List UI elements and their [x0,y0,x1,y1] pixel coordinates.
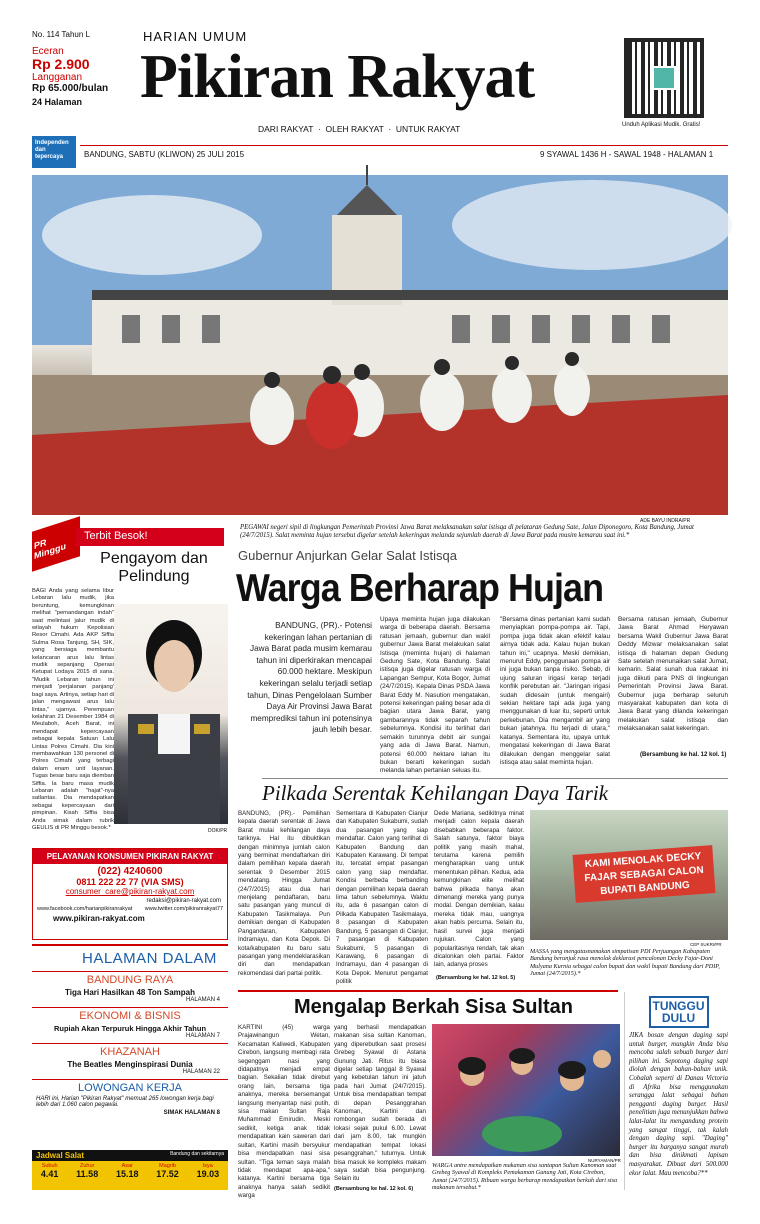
sultan-col1: KARTINI (45) warga Prajawinangun Wetan, Kecamatan Kaliwedi, Kabupaten Cirebon, langsung membagi rata segenggam nasi yang didapatnya menjadi empat bagian. Sekalian tidak direbut orang lain, bersama tiga anaknya, mereka bersemangat langsung menyantap nasi putih, sisa makan Sultan Raja Muhammad Emirudin. Meski sedikit, ketiga anak tidak mendapatkan kain saweran dari sultan, Kartini masih bersyukur bisa mendapatkan nasi sisa sultan. "Tiga teman saya malah tidak mendapat apa-apa," katanya. Kartini bersama tiga anaknya hanya salah sedikit warga [238,1024,330,1200]
prayer-time [41,1163,59,1179]
minggu-photo [114,604,228,824]
section-headline: Tiga Hari Hasilkan 48 Ton Sampah [65,988,195,997]
section-page: HALAMAN 22 [182,1069,220,1075]
prayer-name: Subuh [41,1163,58,1169]
pilkada-title: Pilkada Serentak Kehilangan Daya Tarik [262,778,728,806]
masthead [0,0,760,175]
tunggu-dulu-logo: TUNGGU DULU [649,996,709,1028]
lowongan-page: SIMAK HALAMAN 8 [163,1110,220,1116]
qr-code[interactable] [624,38,704,118]
qr-center-logo [652,66,676,90]
sultan-continued: (Bersambung ke hal. 12 kol. 6) [334,1186,414,1192]
sultan-caption: WARGA antre mendapatkan makanan sisa santapan Sultan Kanoman saat Grebeg Syawal di Kompleks Pemakaman Gunung Jati, Kota Cirebon, Jumat (24/7/2015). Ribuan warga berharap mendapatkan berkah dari sisa makanan tersebut.* [432,1162,618,1192]
minggu-photo-credit: DOK/PR [208,828,228,834]
jadwal-title: Jadwal Salat [36,1151,85,1160]
subscription-label: Langganan [32,72,83,83]
headline-col3: Bersama ratusan jemaah, Gubernur Jawa Barat Ahmad Heryawan bersama Wakil Gubernur Jawa Barat Deddy Mizwar melaksanakan salat istisqa di halaman depan Gedung Sate setelah menunaikan salat Jumat, kemarin. Salat sunah dua rakaat ini juga diikuti para PNS di lingkungan Pemerintah Provinsi Jawa Barat. Gubernur juga berharap seluruh masyarakat kabupaten dan kota di Jawa Barat yang dilanda kekeringan melakukan salat istisqa dan melaksanakan salat kekeringan. [618,616,728,733]
redaksi-email[interactable]: redaksi@pikiran-rakyat.com [146,898,221,904]
protest-banner-text: KAMI MENOLAK DECKY FAJAR SEBAGAI CALON BUPATI BANDUNG [584,850,704,898]
prayer-time [76,1163,98,1179]
headline-title: Warga Berharap Hujan [236,567,604,610]
lowongan-text: HARI ini, Harian "Pikiran Rakyat" memuat 265 lowongan kerja bagi lebih dari 1.060 calon pegawai. [36,1096,214,1108]
halaman-dalam [32,944,228,1148]
section-name: BANDUNG RAYA [32,971,228,986]
section-name: KHAZANAH [32,1043,228,1058]
minggu-tag [32,516,80,572]
minggu-box [32,524,228,844]
officer-portrait [114,604,228,824]
headline-lead: BANDUNG, (PR).- Potensi kekeringan lahan pertanian di Jawa Barat pada musim kemarau tahun ini diperkirakan mencapai 60.000 hektare. Meskipun kekeringan selalu terjadi setiap tahun, Dinas Pengelolaan Sumber Daya Air Provinsi Jawa Barat memprediksi tahun ini potensinya jauh lebih besar. [247,621,372,735]
facebook-link[interactable]: www.facebook.com/harianpikiranrakyat [37,906,133,912]
minggu-body: BAGI Anda yang selama libur Lebaran lalu mudik, jika beruntung, kemungkinan melihat "pemandangan indah" saat melintasi jalur mudik di wilayah hukum Kepolisian Resor Cimahi. Ada AKP Siffia Sulma Rosa Tanjung, SH, SIK, yang bersiaga membantu kelancaran arus lalu lintas mudik sepanjang Operasi Ketupat Lodaya 2015 di sana. "Mudik Lebaran tahun ini menjadi 'perjalanan panjang' bagi saya. Artinya, setiap hari di jalan mengawasi arus lalu lintas," ujarnya. Perempuan kelahiran 21 Desember 1984 di Meulaboh, Aceh Barat, ini mendapat kepercayaan sebagai kepala Satuan Lalu Lintas Polres Cimahi. Dia kini membawahkan 130 personel di Polres Cimahi yang terbagi dalam enam unit layanan. Tugas besar baru saja diemban Siffia. Ia baru masa mudik Lebaran adalah "hajat"-nya satlantas. Dia mendapatkan sebagai kepercayaan dari pimpinan. Kisah Siffia bisa Anda simak dalam rubrik GEULIS di PR Minggu besok.* [32,588,114,831]
retail-price: Rp 2.900 [32,56,90,72]
qr-caption: Unduh Aplikasi Mudik. Gratis! [622,122,701,128]
pilkada-col1: BANDUNG, (PR).- Pemilihan kepala daerah serentak di Jawa Barat mulai kehilangan daya tariknya. Hal itu dibuktikan dengan minimnya jumlah calon yang berminat mendaftarkan diri dalam pemilihan kepala daerah serentak 9 Desember 2015 mendatang. Hingga Jumat (24/7/2015) atau dua hari menjelang pendaftaran, baru satu pasangan yang muncul di Kabupaten Tasikmalaya. Pun demikian dengan di Kabupaten Pangandaran, Kabupaten Indramayu, dan Kota Depok. Di kota/kabupaten itu baru satu pasangan yang mendeklarasikan diri dan mendapatkan rekomendasi dari partai politik. [238,810,330,977]
prayer-name: Asar [121,1163,133,1169]
headline-continued: (Bersambung ke hal. 12 kol. 1) [640,752,727,758]
sultan-col2: yang berhasil mendapatkan makanan sisa sultan Kanoman, yang diperebutkan saat prosesi Grebeg Syawal di Astana Gunung Jati. Ritus itu biasa digelar setiap tanggal 8 Syawal yang kebetulan tahun ini jatuh pada hari Jumat (24/7/2015). Untuk bisa mendapatkan tempat di depan Pesanggrahan Kanoman, Kartini dan rombongan sudah berada di lokasi sejak pukul 6.00. Lewat dari jam 8.00, tak mungkin mendapatkan tempat lokasi pesanggrahan," tuturnya. Untuk bisa masuk ke kompleks makam saya sudah bisa pengunjung. Selain itu [334,1024,426,1183]
section-page: HALAMAN 7 [185,1033,220,1039]
prayer-time [156,1163,179,1179]
badge-text: Independen dan tepercaya [35,140,69,160]
dateline-rule [80,145,728,146]
jadwal-salat [32,1150,228,1190]
lowongan-item[interactable] [32,1079,228,1116]
edition-number: No. 114 Tahun L [32,30,90,39]
tunggu-dulu-body: JIKA bosan dengan daging sapi untuk burger, mungkin Anda bisa mencoba salah sebuah burger dari pilihan ini. Sepotong daging sapi diolah dengan bahan-bahan unik. Cobalah seperti di Danau Victoria di Afrika bisa menggunakan serangga lalat sebagai bahan pengganti daging burger. Hasil penelitian juga menunjukkan bahwa lalat-lalat itu mengandung protein yang sangat tinggi, tak kalah dengan daging sapi. "Daging" burger itu harganya sangat murah dan bisa dinikmati lapisan masyarakat. Dibuat dari 500.000 ekor lalat. Mau mencoba?** [629,1032,728,1177]
section-item[interactable] [32,1043,228,1075]
section-name: EKONOMI & BISNIS [32,1007,228,1022]
prayer-name: Magrib [159,1163,176,1169]
independent-badge [32,136,76,168]
prayer-value: 17.52 [156,1169,179,1179]
headline-col1: Upaya meminta hujan juga dilakukan warga di beberapa daerah. Bersama ratusan jemaah, gubernur dan wakil gubernur Jawa Barat melakukan salat Istisqa (meminta hujan) di halaman Gedung Sate, Kota Bandung. Salat istisqa juga digelar ratusan warga di Lapangan Sempur, Kota Bogor, Jumat (24/7/2015). Kepala Dinas PSDA Jawa Barat Eddy M. Nasution mengatakan, potensi kekeringan paling besar ada di bagian utara Jawa Barat, yang gambarannya tidak separah tahun sebelumnya. Kondisi itu terlihat dari semakin turunnya debit air sungai yang ada di Jawa Barat. Namun, potensi 60.000 hektare lahan itu bukan berarti kekeringan sudah melanda lahan pertanian seluas itu. [380,616,490,775]
minggu-title: Pengayom dan Pelindung [100,550,208,585]
pilkada-col3: Dede Mariana, sedikitnya minat menjadi calon kepala daerah disebabkan beberapa faktor. Salah satunya, faktor biaya politik yang masih mahal, terutama karena pemilih mengharapkan uang untuk menentukan pilihan. Kedua, ada kemungkinan elite melihat bahwa pilkada hanya akan dimenangi mereka yang punya modal. Dengan demikian, kalau mereka tidak mau, uangnya akan habis percuma. Selain itu, hasil survei juga menjadi rujukan. Calon yang popularitasnya rendah, tak akan dicalonkan oleh partai. Faktor lain, adanya proses [434,810,524,969]
pilkada-caption: MASSA yang mengatasnamakan simpatisan PDI Perjuangan Kabupaten Bandung berunjuk rasa menolak deklarasi pencalonan Decky Fajar-Doni Mulyana Kurnia sebagai calon bupati dan wakil bupati Bandung dari PDIP, Jumat (24/7/2015).* [530,948,720,978]
pelayanan-email[interactable]: consumer_care@pikiran-rakyat.com [65,887,195,896]
pelayanan-phone[interactable]: (022) 4240600 [97,866,163,877]
retail-label: Eceran [32,46,64,57]
pilkada-col2: Sementara di Kabupaten Cianjur dan Kabupaten Sukabumi, sudah dua pasangan yang siap mendaftar. Calon yang terlihat di Kabupaten Bandung dan Kabupaten Karawang. Di tempat itu, tercatat empat pasangan calon yang siap mendaftar. Kondisi berbeda berbanding dengan pemilihan kepala daerah lima tahun sebelumnya. Waktu itu, ada 6 pasangan calon di Pilkada Kabupaten Tasikmalaya, 8 pasangan di Kabupaten Bandung, 5 pasangan di Cianjur, 7 pasangan di Kabupaten Sukabumi, 5 pasangan di Karawang, 6 pasangan di Indramayu, dan 4 pasangan di Kota Depok. Menurut pengamat politik [336,810,428,986]
section-item[interactable] [32,971,228,1003]
prayer-time [197,1163,220,1179]
dateline-left: BANDUNG, SABTU (KLIWON) 25 JULI 2015 [84,150,245,159]
twitter-link[interactable]: www.twitter.com/pikiranrakyat77 [144,906,223,912]
prayer-name: Isya [202,1163,213,1169]
crowd-illustration [432,1024,620,1156]
prayer-time [116,1163,139,1179]
harian-umum: HARIAN UMUM [143,29,248,44]
page-count: 24 Halaman [32,97,83,107]
sultan-rule [238,990,618,992]
minggu-tag-label: PR Minggu [34,537,66,562]
photo-caption: PEGAWAI negeri sipil di lingkungan Pemerintah Provinsi Jawa Barat melaksanakan salat istisqa di pelataran Gedung Sate, Jalan Diponegoro, Kota Bandung, Jumat (24/7/2015). Salat meminta hujan tersebut digelar setelah kekeringan melanda sejumlah daerah di Jawa Barat pada musim kemarau saat ini.* [240,524,694,539]
prayer-value: 19.03 [196,1169,220,1179]
sultan-photo [432,1024,620,1156]
prayer-name: Zuhur [80,1163,95,1169]
pelayanan-sms[interactable]: 0811 222 22 77 (VIA SMS) [76,877,184,887]
terbit-banner [76,528,224,546]
pelayanan-title: PELAYANAN KONSUMEN PIKIRAN RAKYAT [33,849,227,864]
section-headline: The Beatles Menginspirasi Dunia [67,1060,193,1069]
section-page: HALAMAN 4 [185,997,220,1003]
photo-credit: ADE BAYU INDRA/PR [640,518,691,524]
section-list [32,971,228,1116]
section-item[interactable] [32,1007,228,1039]
headline-kicker: Gubernur Anjurkan Gelar Salat Istisqa [238,548,457,563]
gedung-sate-illustration [32,175,728,515]
pilkada-photo-credit: CEP SUKRI/PR [690,942,722,947]
newspaper-title: Pikiran Rakyat [140,43,535,111]
pilkada-photo [530,810,728,940]
web-link[interactable]: www.pikiran-rakyat.com [53,914,145,923]
subscription-price: Rp 65.000/bulan [32,83,109,94]
protest-banner [572,845,715,903]
pilkada-continued: (Bersambung ke hal. 12 kol. 5) [436,975,516,981]
dateline-right: 9 SYAWAL 1436 H - SAWAL 1948 - HALAMAN 1 [540,150,714,159]
halaman-dalam-title: HALAMAN DALAM [82,950,217,967]
section-headline: Rupiah Akan Terpuruk Hingga Akhir Tahun [53,1024,207,1033]
tunggu-dulu [624,992,728,1190]
prayer-value: 11.58 [76,1169,99,1179]
pelayanan-box [32,848,228,940]
jadwal-times [32,1161,228,1179]
terbit-label: Terbit Besok! [84,530,148,542]
main-photo [32,175,728,515]
jadwal-note: Bandung dan sekitarnya [170,1151,224,1157]
headline-col2: "Bersama dinas pertanian kami sudah menyiapkan pompa-pompa air. Tapi, pompa juga tidak akan efektif kalau airnya tidak ada. Kalau hujan bukan tahun ini," ucapnya. Meski demikian, menurut Eddy, penggunaan pompa air ini juga bukan tanpa risiko. Sebab, di ujung saluran irigasi kerap terjadi konflik perebutan air. "Jaringan irigasi sudah didesain (untuk mengairi) sekian hektare tapi ada juga yang menggunakan di luar itu, seperti untuk perkebunan. Dia mengambil air yang bukan jatahnya. Itu terjadi di utara," katanya. Sementara itu, upaya untuk mengatasi kekeringan di Jawa Barat dilakukan dengan menggelar salat istisqa atau salat meminta hujan. [500,616,610,766]
lowongan-title: LOWONGAN KERJA [32,1079,228,1094]
sultan-title: Mengalap Berkah Sisa Sultan [294,996,573,1018]
prayer-value: 15.18 [115,1169,139,1179]
prayer-value: 4.41 [40,1169,59,1179]
sultan-photo-credit: NURYAMAN/PR [588,1158,621,1163]
motto: DARI RAKYAT · OLEH RAKYAT · UNTUK RAKYAT [258,124,461,134]
